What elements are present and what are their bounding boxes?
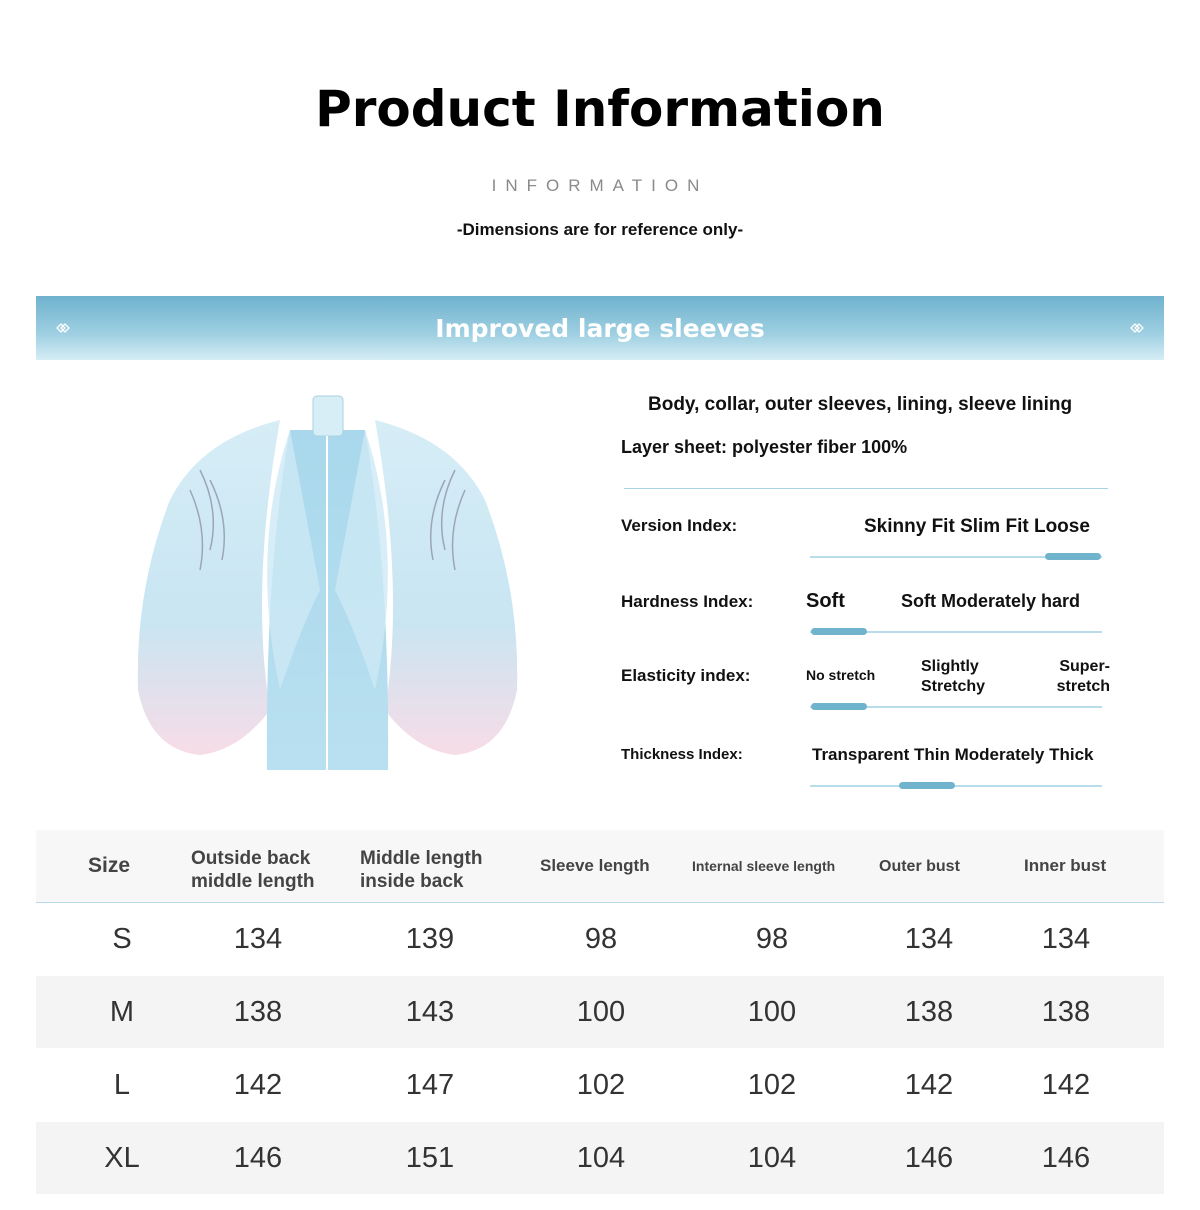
version-index-label: Version Index: (621, 516, 738, 535)
measurement-cell: 147 (405, 1069, 455, 1101)
size-cell: L (113, 1069, 131, 1101)
measurement-cell: 104 (576, 1142, 626, 1174)
hardness-index-start: Soft (806, 590, 845, 612)
hardness-index-indicator (811, 628, 867, 635)
measurement-cell: 138 (233, 996, 283, 1028)
hardness-index-scale: Soft Moderately hard (901, 591, 1081, 611)
elasticity-option-2: Slightly Stretchy (921, 658, 986, 695)
size-cell: M (109, 996, 135, 1028)
table-row (36, 903, 1164, 975)
measurement-cell: 146 (233, 1142, 283, 1174)
column-header-middle-inside: Middle length inside back (360, 848, 483, 892)
banner-title: Improved large sleeves (435, 313, 765, 343)
elasticity-index-indicator (811, 703, 867, 710)
elasticity-index-label: Elasticity index: (621, 666, 751, 685)
measurement-cell: 134 (904, 923, 954, 955)
measurement-cell: 138 (1041, 996, 1091, 1028)
material-text: Layer sheet: polyester fiber 100% (621, 437, 908, 457)
column-header-inner-bust: Inner bust (1024, 856, 1107, 875)
reference-note: -Dimensions are for reference only- (456, 220, 744, 239)
column-header-internal-sleeve: Internal sleeve length (692, 858, 836, 874)
measurement-cell: 151 (405, 1142, 455, 1174)
size-cell: XL (104, 1142, 140, 1174)
product-image (130, 390, 525, 780)
thickness-index-track (810, 785, 1102, 787)
measurement-cell: 134 (233, 923, 283, 955)
measurement-cell: 98 (584, 923, 618, 955)
column-header-size: Size (88, 854, 131, 877)
column-header-outer-bust: Outer bust (879, 858, 960, 875)
measurement-cell: 134 (1041, 923, 1091, 955)
table-row (36, 1049, 1164, 1121)
thickness-index-indicator (899, 782, 955, 789)
diamond-ornament-icon (1128, 318, 1148, 338)
measurement-cell: 104 (747, 1142, 797, 1174)
divider (624, 488, 1108, 489)
hardness-index-label: Hardness Index: (621, 592, 754, 611)
section-banner (36, 296, 1164, 360)
diamond-ornament-icon (52, 318, 72, 338)
column-header-sleeve: Sleeve length (540, 856, 650, 875)
measurement-cell: 98 (755, 923, 789, 955)
measurement-cell: 139 (405, 923, 455, 955)
measurement-cell: 102 (576, 1069, 626, 1101)
measurement-cell: 146 (1041, 1142, 1091, 1174)
fabric-parts-text: Body, collar, outer sleeves, lining, sleeve lining (648, 394, 1073, 415)
column-header-outside-back: Outside back middle length (191, 848, 315, 892)
measurement-cell: 138 (904, 996, 954, 1028)
table-row (36, 976, 1164, 1048)
measurement-cell: 143 (405, 996, 455, 1028)
measurement-cell: 142 (233, 1069, 283, 1101)
thickness-index-scale: Transparent Thin Moderately Thick (812, 745, 1094, 764)
measurement-cell: 100 (747, 996, 797, 1028)
version-index-indicator (1045, 553, 1101, 560)
measurement-cell: 102 (747, 1069, 797, 1101)
elasticity-option-3: Super-stretch (1056, 658, 1110, 695)
measurement-cell: 100 (576, 996, 626, 1028)
page-title: Product Information (315, 80, 885, 138)
size-cell: S (112, 923, 132, 955)
measurement-cell: 142 (904, 1069, 954, 1101)
thickness-index-label: Thickness Index: (621, 746, 743, 763)
elasticity-option-1: No stretch (806, 667, 876, 683)
measurement-cell: 146 (904, 1142, 954, 1174)
measurement-cell: 142 (1041, 1069, 1091, 1101)
version-index-scale: Skinny Fit Slim Fit Loose (864, 516, 1090, 537)
table-row (36, 1122, 1164, 1194)
page-subtitle: INFORMATION (491, 176, 709, 195)
